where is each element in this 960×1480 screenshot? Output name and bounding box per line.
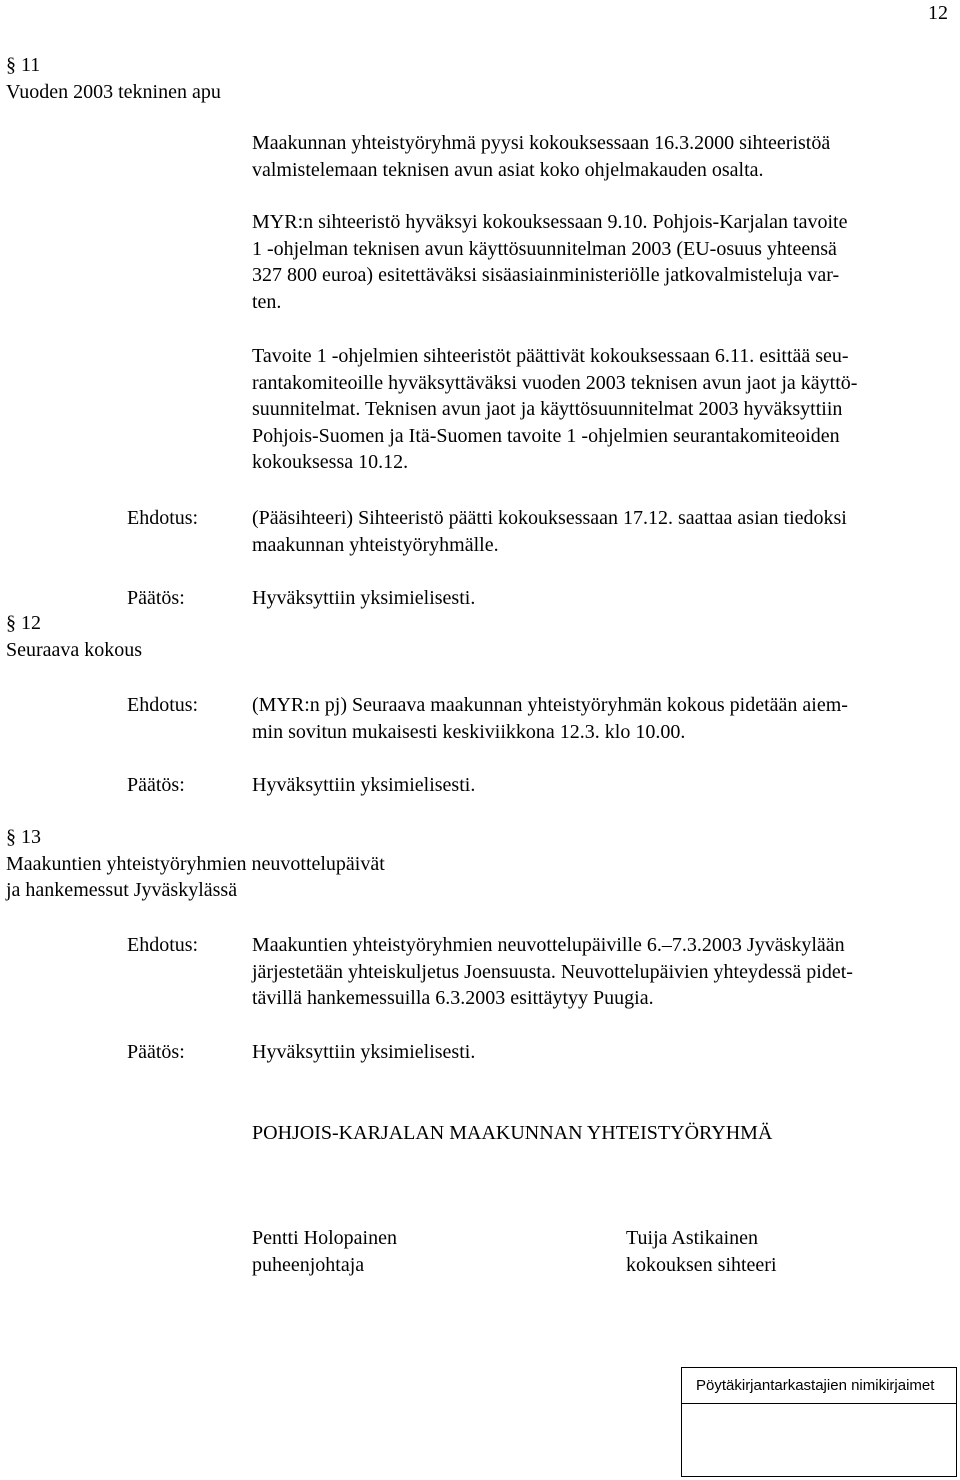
text-line: kokouksessa 10.12. xyxy=(252,451,409,473)
text-line: min sovitun mukaisesti keskiviikkona 12.3. klo 10.00. xyxy=(252,720,686,743)
decision-label: Päätös: xyxy=(127,774,185,796)
proposal-label: Ehdotus: xyxy=(127,507,199,529)
text-line: Maakunnan yhteistyöryhmä pyysi kokouksessaan 16.3.2000 sihteeristöä xyxy=(252,132,831,154)
text-line: suunnitelmat. Teknisen avun jaot ja käyttösuunnitelmat 2003 hyväksyttiin xyxy=(252,398,843,420)
section-13-proposal xyxy=(252,932,942,1012)
signatory-role: puheenjohtaja xyxy=(252,1253,365,1276)
text-line: (MYR:n pj) Seuraava maakunnan yhteistyöryhmän kokous pidetään aiem- xyxy=(252,694,848,716)
section-number: § 12 xyxy=(6,612,41,634)
text-line: ten. xyxy=(252,290,282,313)
page-number: 12 xyxy=(928,2,948,24)
section-title: Vuoden 2003 tekninen apu xyxy=(6,80,221,103)
section-title: ja hankemessut Jyväskylässä xyxy=(6,879,238,901)
text-line: (Pääsihteeri) Sihteeristö päätti kokouksessaan 17.12. saattaa asian tiedoksi xyxy=(252,507,847,529)
text-line: Hyväksyttiin yksimielisesti. xyxy=(252,1041,476,1063)
text-line: MYR:n sihteeristö hyväksyi kokouksessaan 9.10. Pohjois-Karjalan tavoite xyxy=(252,211,848,233)
text-line: järjestetään yhteiskuljetus Joensuusta. Neuvottelupäivien yhteydessä pidet- xyxy=(252,960,853,983)
section-12-proposal xyxy=(252,692,942,745)
signatory-secretary xyxy=(626,1225,777,1278)
proposal-label: Ehdotus: xyxy=(127,934,199,956)
proposal-label: Ehdotus: xyxy=(127,694,199,716)
section-13-decision xyxy=(252,1039,942,1066)
signatory-name: Tuija Astikainen xyxy=(626,1227,759,1249)
text-line: maakunnan yhteistyöryhmälle. xyxy=(252,533,499,556)
organization-name: POHJOIS-KARJALAN MAAKUNNAN YHTEISTYÖRYHMÄ xyxy=(252,1122,773,1144)
text-line: 1 -ohjelman teknisen avun käyttösuunnitelman 2003 (EU-osuus yhteensä xyxy=(252,237,837,260)
section-title: Seuraava kokous xyxy=(6,638,143,661)
signatory-role: kokouksen sihteeri xyxy=(626,1253,777,1276)
section-number: § 11 xyxy=(6,54,41,76)
text-line: Maakuntien yhteistyöryhmien neuvottelupäiville 6.–7.3.2003 Jyväskylään xyxy=(252,934,845,956)
text-line: rantakomiteoille hyväksyttäväksi vuoden 2003 teknisen avun jaot ja käyttö- xyxy=(252,371,858,394)
text-line: 327 800 euroa) esitettäväksi sisäasiainministeriölle jatkovalmisteluja var- xyxy=(252,264,840,286)
text-line: Hyväksyttiin yksimielisesti. xyxy=(252,587,476,609)
section-11-paragraph-3 xyxy=(252,343,942,476)
text-line: tävillä hankemessuilla 6.3.2003 esittäytyy Puugia. xyxy=(252,987,654,1009)
text-line: Pohjois-Suomen ja Itä-Suomen tavoite 1 -ohjelmien seurantakomiteoiden xyxy=(252,424,840,447)
section-13-heading xyxy=(6,824,385,904)
decision-label: Päätös: xyxy=(127,1041,185,1063)
text-line: Tavoite 1 -ohjelmien sihteeristöt päättivät kokouksessaan 6.11. esittää seu- xyxy=(252,345,849,367)
section-11-paragraph-2 xyxy=(252,209,942,315)
section-12-decision xyxy=(252,772,942,799)
initials-box-label: Pöytäkirjantarkastajien nimikirjaimet xyxy=(682,1368,956,1404)
text-line: Hyväksyttiin yksimielisesti. xyxy=(252,774,476,796)
section-11-proposal xyxy=(252,505,942,558)
signatory-chair xyxy=(252,1225,397,1278)
section-11-decision xyxy=(252,585,942,612)
decision-label: Päätös: xyxy=(127,587,185,609)
section-12-heading xyxy=(6,610,142,663)
section-title: Maakuntien yhteistyöryhmien neuvottelupäivät xyxy=(6,852,385,875)
section-number: § 13 xyxy=(6,826,41,848)
section-11-paragraph-1 xyxy=(252,130,942,183)
section-11-heading xyxy=(6,52,221,105)
text-line: valmistelemaan teknisen avun asiat koko ohjelmakauden osalta. xyxy=(252,158,764,181)
signatory-name: Pentti Holopainen xyxy=(252,1227,397,1249)
initials-box xyxy=(681,1367,957,1477)
